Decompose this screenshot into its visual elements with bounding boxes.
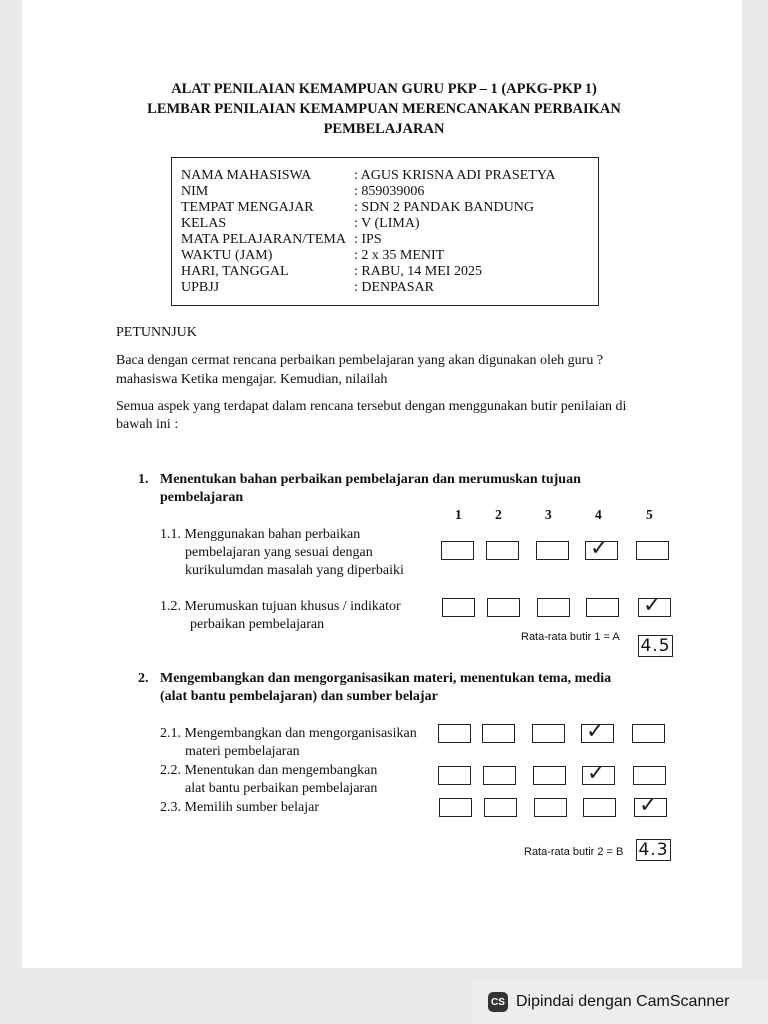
item-1-2-line1: 1.2. Merumuskan tujuan khusus / indikator bbox=[160, 599, 401, 614]
value-hari: : RABU, 14 MEI 2025 bbox=[354, 264, 482, 279]
rating-box-2-3-1[interactable] bbox=[439, 798, 472, 817]
rating-box-2-2-2[interactable] bbox=[483, 766, 516, 785]
value-mapel: : IPS bbox=[354, 232, 382, 247]
section-2-title-line2: (alat bantu pembelajaran) dan sumber belajar bbox=[160, 689, 438, 704]
camscanner-badge bbox=[472, 980, 768, 1024]
scale-label-1: 1 bbox=[455, 507, 462, 522]
rating-box-2-2-5[interactable] bbox=[633, 766, 666, 785]
rating-box-1-2-4[interactable] bbox=[586, 598, 619, 617]
rating-box-1-1-4[interactable] bbox=[585, 536, 618, 561]
section-2-title-line1: Mengembangkan dan mengorganisasikan materi, menentukan tema, media bbox=[160, 671, 612, 686]
check-mark-icon: ✓ bbox=[590, 536, 609, 561]
check-mark-icon: ✓ bbox=[643, 593, 662, 618]
scale-label-3: 3 bbox=[545, 507, 552, 522]
avg-1-label: Rata-rata butir 1 = A bbox=[521, 631, 620, 643]
value-upbjj: : DENPASAR bbox=[354, 280, 435, 295]
label-mapel: MATA PELAJARAN/TEMA bbox=[181, 232, 346, 247]
item-2-2-line1: 2.2. Menentukan dan mengembangkan bbox=[160, 763, 378, 778]
rating-box-1-1-3[interactable] bbox=[536, 541, 569, 560]
rating-box-1-1-2[interactable] bbox=[486, 541, 519, 560]
rating-box-1-2-3[interactable] bbox=[537, 598, 570, 617]
rating-box-1-2-5[interactable] bbox=[638, 593, 671, 618]
item-1-1-line3: kurikulumdan masalah yang diperbaiki bbox=[185, 563, 404, 578]
label-upbjj: UPBJJ bbox=[181, 280, 220, 295]
label-kelas: KELAS bbox=[181, 216, 227, 231]
item-1-1-line2: pembelajaran yang sesuai dengan bbox=[185, 545, 373, 560]
form-title-line-1: ALAT PENILAIAN KEMAMPUAN GURU PKP – 1 (APKG-PKP 1) bbox=[171, 81, 597, 97]
value-waktu: : 2 x 35 MENIT bbox=[354, 248, 445, 263]
item-2-2-line2: alat bantu perbaikan pembelajaran bbox=[185, 781, 378, 796]
rating-box-1-1-1[interactable] bbox=[441, 541, 474, 560]
section-1-title-line1: Menentukan bahan perbaikan pembelajaran dan merumuskan tujuan bbox=[160, 472, 581, 487]
rating-box-2-3-3[interactable] bbox=[534, 798, 567, 817]
item-2-1-line1: 2.1. Mengembangkan dan mengorganisasikan bbox=[160, 726, 417, 741]
section-1-number: 1. bbox=[138, 472, 149, 487]
avg-2-label: Rata-rata butir 2 = B bbox=[524, 846, 624, 858]
form-title-line-3: PEMBELAJARAN bbox=[323, 121, 445, 137]
item-2-1-line2: materi pembelajaran bbox=[185, 744, 300, 759]
item-1-1-line1: 1.1. Menggunakan bahan perbaikan bbox=[160, 527, 361, 542]
rating-box-2-3-4[interactable] bbox=[583, 798, 616, 817]
camscanner-logo-icon: CS bbox=[488, 992, 508, 1012]
rating-box-1-2-2[interactable] bbox=[487, 598, 520, 617]
rating-box-2-3-5[interactable] bbox=[634, 793, 667, 818]
section-1-title-line2: pembelajaran bbox=[160, 490, 244, 505]
label-hari: HARI, TANGGAL bbox=[181, 264, 289, 279]
rating-box-2-1-1[interactable] bbox=[438, 724, 471, 743]
rating-box-2-1-5[interactable] bbox=[632, 724, 665, 743]
check-mark-icon: ✓ bbox=[587, 761, 606, 786]
petunjuk-title: PETUNNJUK bbox=[116, 325, 197, 340]
item-2-3-line1: 2.3. Memilih sumber belajar bbox=[160, 800, 320, 815]
section-2-number: 2. bbox=[138, 671, 149, 686]
value-tempat: : SDN 2 PANDAK BANDUNG bbox=[354, 200, 534, 215]
label-nama: NAMA MAHASISWA bbox=[181, 168, 312, 183]
rating-box-2-1-4[interactable] bbox=[581, 719, 614, 744]
value-nama: : AGUS KRISNA ADI PRASETYA bbox=[354, 168, 556, 183]
petunjuk-p2-line2: bawah ini : bbox=[116, 417, 179, 432]
avg-2-value: 4.3 bbox=[636, 839, 671, 861]
rating-box-1-1-5[interactable] bbox=[636, 541, 669, 560]
label-waktu: WAKTU (JAM) bbox=[181, 248, 273, 263]
rating-box-1-2-1[interactable] bbox=[442, 598, 475, 617]
value-nim: : 859039006 bbox=[354, 184, 425, 199]
rating-box-2-1-3[interactable] bbox=[532, 724, 565, 743]
petunjuk-p2-line1: Semua aspek yang terdapat dalam rencana tersebut dengan menggunakan butir penilaian di bbox=[116, 399, 627, 414]
form-title-line-2: LEMBAR PENILAIAN KEMAMPUAN MERENCANAKAN PERBAIKAN bbox=[147, 101, 621, 117]
camscanner-label: Dipindai dengan CamScanner bbox=[516, 993, 730, 1010]
petunjuk-p1-line2: mahasiswa Ketika mengajar. Kemudian, nilailah bbox=[116, 372, 388, 387]
petunjuk-p1-line1: Baca dengan cermat rencana perbaikan pembelajaran yang akan digunakan oleh guru ? bbox=[116, 353, 604, 368]
avg-1-value: 4.5 bbox=[638, 635, 673, 657]
rating-box-2-2-4[interactable] bbox=[582, 761, 615, 786]
label-tempat: TEMPAT MENGAJAR bbox=[181, 200, 314, 215]
scale-label-5: 5 bbox=[646, 507, 653, 522]
rating-box-2-2-1[interactable] bbox=[438, 766, 471, 785]
rating-box-2-2-3[interactable] bbox=[533, 766, 566, 785]
rating-box-2-3-2[interactable] bbox=[484, 798, 517, 817]
check-mark-icon: ✓ bbox=[639, 793, 658, 818]
item-1-2-line2: perbaikan pembelajaran bbox=[190, 617, 325, 632]
scale-label-4: 4 bbox=[595, 507, 602, 522]
value-kelas: : V (LIMA) bbox=[354, 216, 420, 231]
check-mark-icon: ✓ bbox=[586, 719, 605, 744]
rating-box-2-1-2[interactable] bbox=[482, 724, 515, 743]
label-nim: NIM bbox=[181, 184, 209, 199]
scale-label-2: 2 bbox=[495, 507, 502, 522]
